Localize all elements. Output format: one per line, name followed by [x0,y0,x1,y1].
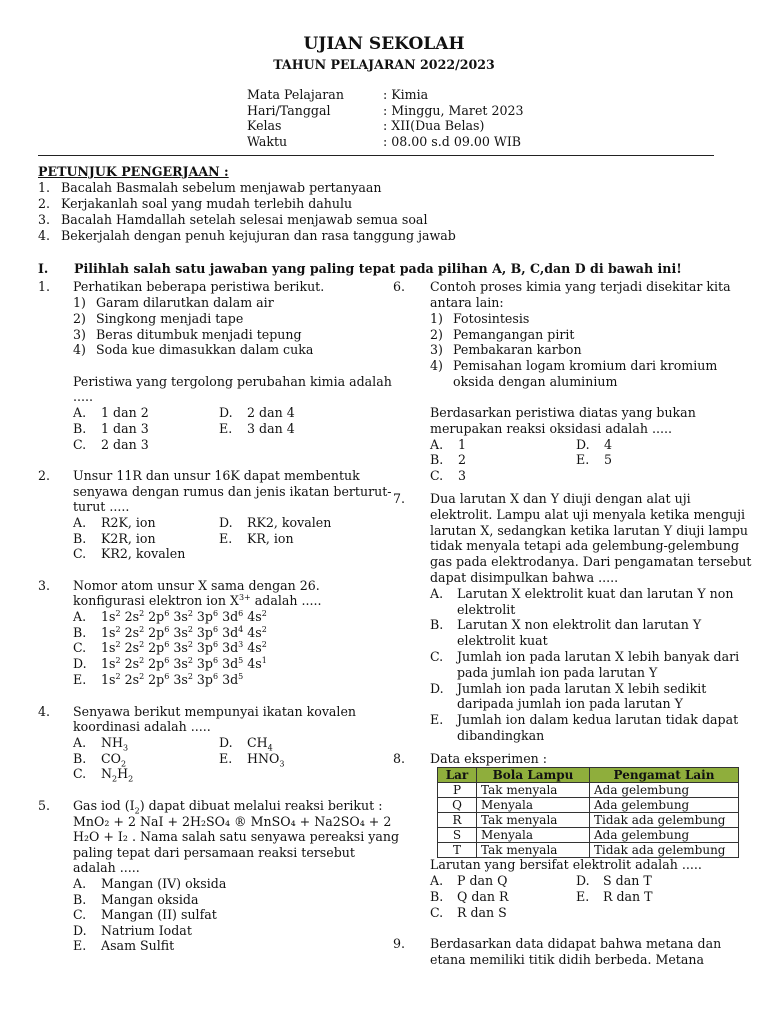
option-letter: A. [73,515,87,530]
answer-option-d[interactable]: Jumlah ion pada larutan X lebih sedikit [457,681,707,696]
question-stem: Perhatikan beberapa peristiwa berikut. [73,279,325,294]
question-stem: Nomor atom unsur X sama dengan 26. [73,578,320,593]
question-number: 9. [393,936,406,951]
option-letter: E. [73,938,87,953]
answer-option-a[interactable]: R2K, ion [101,515,156,530]
list-item: Singkong menjadi tape [96,311,244,326]
option-letter: B. [73,625,87,640]
list-item: Bacalah Basmalah sebelum menjawab pertanyaan [61,180,382,195]
experiment-table [437,767,739,858]
option-letter: B. [430,617,444,632]
list-item: Garam dilarutkan dalam air [96,295,274,310]
option-letter: A. [73,609,87,624]
column-header: Lar [438,768,477,783]
option-letter: B. [73,421,87,436]
question-stem: koordinasi adalah ..... [73,719,211,734]
table-cell: Tak menyala [477,813,590,828]
exam-subtitle: TAHUN PELAJARAN 2022/2023 [273,57,495,72]
question-stem: Gas iod $(I_2)$ dapat dibuat melalui reaksi berikut : [73,798,383,816]
question-prompt: merupakan reaksi oksidasi adalah ..... [430,421,672,436]
list-item-number: 3. [38,212,51,227]
list-item-number: 1) [430,311,443,326]
option-letter: E. [430,712,444,727]
question-stem: antara lain: [430,295,504,310]
table-cell: Tak menyala [477,843,590,858]
list-item-number: 1) [73,295,86,310]
info-label: Hari/Tanggal [247,103,331,118]
table-cell: Menyala [477,828,590,843]
info-label: Kelas [247,118,282,133]
list-item-number: 3) [73,327,86,342]
option-letter: A. [73,735,87,750]
question-stem: adalah ..... [73,860,140,875]
column-header: Bola Lampu [477,768,590,783]
question-number: 3. [38,578,51,593]
question-stem: Dua larutan X dan Y diuji dengan alat uji [430,491,691,506]
option-letter: C. [73,766,87,781]
column-header: Pengamat Lain [590,768,739,783]
list-item: Fotosintesis [453,311,530,326]
question-stem: paling tepat dari persamaan reaksi tersebut [73,845,355,860]
list-item-number: 4. [38,228,51,243]
reaction-equation: MnO₂ + 2 NaI + 2H₂SO₄ ® MnSO₄ + Na2SO₄ + 2 [73,814,392,829]
table-cell: P [438,783,477,798]
table-row [438,813,739,828]
info-label: Mata Pelajaran [247,87,344,102]
info-value: : XII(Dua Belas) [383,118,485,133]
answer-option-d[interactable]: Natrium Iodat [101,923,192,938]
table-row [438,783,739,798]
option-letter: D. [576,437,590,452]
option-letter: E. [219,751,233,766]
list-item: Soda kue dimasukkan dalam cuka [96,342,314,357]
question-stem: elektrolit. Lampu alat uji menyala ketika menguji [430,507,746,522]
question-stem: Berdasarkan data didapat bahwa metana dan [430,936,722,951]
list-item: Bacalah Hamdallah setelah selesai menjawab semua soal [61,212,428,227]
list-item-number: 4) [430,358,443,373]
list-item-number: 1. [38,180,51,195]
option-letter: A. [430,437,444,452]
answer-option-d[interactable]: S dan T [603,873,652,888]
option-letter: E. [219,421,233,436]
answer-option-e[interactable]: 3 dan 4 [247,421,295,436]
question-stem: gas pada elektrodanya. Dari pengamatan tersebut [430,554,752,569]
option-letter: B. [73,751,87,766]
answer-option-b[interactable]: $1s^2$ $2s^2$ $2p^6$ $3s^2$ $3p^6$ $3d^4$ $4s^2$ [101,624,267,640]
answer-option-b[interactable]: Mangan oksida [101,892,199,907]
answer-option-c[interactable]: $N_2H_2$ [101,766,134,784]
question-stem: konfigurasi elektron ion $X^{3+}$ adalah ..... [73,592,322,608]
question-stem: turut ..... [73,499,130,514]
question-stem: larutan X, sedangkan ketika larutan Y diuji lampu [430,523,749,538]
option-letter: D. [73,656,87,671]
answer-option-c[interactable]: Jumlah ion pada larutan X lebih banyak dari [457,649,740,664]
question-prompt: Berdasarkan peristiwa diatas yang bukan [430,405,696,420]
answer-option-e[interactable]: 5 [604,452,613,467]
answer-option-d[interactable]: $CH_4$ [247,735,273,753]
answer-option-e[interactable]: R dan T [603,889,653,904]
list-item: Beras ditumbuk menjadi tepung [96,327,302,342]
question-stem: Data eksperimen : [430,751,548,766]
option-letter: C. [73,640,87,655]
list-item-number: 2) [430,327,443,342]
table-row [438,798,739,813]
info-value: : Minggu, Maret 2023 [383,103,524,118]
option-letter: A. [430,586,444,601]
answer-option-a-cont[interactable]: elektrolit [457,602,516,617]
list-item: oksida dengan aluminium [453,374,618,389]
table-row [438,828,739,843]
list-item-number: 2) [73,311,86,326]
option-letter: A. [73,405,87,420]
answer-option-e-cont[interactable]: dibandingkan [457,728,545,743]
answer-option-a[interactable]: 1 [458,437,467,452]
option-letter: C. [430,905,444,920]
table-header-row [438,768,739,783]
question-prompt: Larutan yang bersifat elektrolit adalah ..... [430,857,702,872]
answer-option-d[interactable]: RK2, kovalen [247,515,332,530]
answer-option-b[interactable]: Larutan X non elektrolit dan larutan Y [457,617,702,632]
table-cell: Tidak ada gelembung [590,813,739,828]
info-value: : Kimia [383,87,429,102]
section-number: I. [38,261,49,276]
answer-option-e[interactable]: KR, ion [247,531,294,546]
info-value: : 08.00 s.d 09.00 WIB [383,134,522,149]
question-stem: Senyawa berikut mempunyai ikatan kovalen [73,704,357,719]
option-letter: D. [219,735,233,750]
answer-option-e[interactable]: $HNO_3$ [247,751,285,769]
answer-option-a[interactable]: $NH_3$ [101,735,129,753]
answer-option-c[interactable]: $1s^2$ $2s^2$ $2p^6$ $3s^2$ $3p^6$ $3d^3$ $4s^2$ [101,639,267,655]
list-item: Pemisahan logam kromium dari kromium [453,358,718,373]
answer-option-c[interactable]: 2 dan 3 [101,437,149,452]
table-cell: Ada gelembung [590,798,739,813]
answer-option-e[interactable]: Asam Sulfit [101,938,175,953]
option-letter: E. [576,452,590,467]
answer-option-a[interactable]: $1s^2$ $2s^2$ $2p^6$ $3s^2$ $3p^6$ $3d^6$ $4s^2$ [101,608,267,624]
answer-option-c-cont[interactable]: pada jumlah ion pada larutan Y [457,665,658,680]
option-letter: D. [219,515,233,530]
answer-option-b[interactable]: K2R, ion [101,531,156,546]
answer-option-b-cont[interactable]: elektrolit kuat [457,633,548,648]
list-item: Pemangangan pirit [453,327,575,342]
table-cell: Tidak ada gelembung [590,843,739,858]
exam-title: UJIAN SEKOLAH [303,34,465,54]
question-stem: Unsur 11R dan unsur 16K dapat membentuk [73,468,360,483]
answer-option-c[interactable]: KR2, kovalen [101,546,186,561]
option-letter: A. [430,873,444,888]
question-prompt: ..... [73,389,94,404]
answer-option-d[interactable]: 4 [604,437,613,452]
answer-option-a[interactable]: Mangan (IV) oksida [101,876,227,891]
answer-option-a[interactable]: Larutan X elektrolit kuat dan larutan Y non [457,586,734,601]
header-divider [38,155,714,156]
list-item-number: 2. [38,196,51,211]
option-letter: C. [73,546,87,561]
option-letter: A. [73,876,87,891]
table-cell: Ada gelembung [590,828,739,843]
table-cell: Q [438,798,477,813]
question-number: 7. [393,491,406,506]
answer-option-e[interactable]: Jumlah ion dalam kedua larutan tidak dapat [457,712,739,727]
instructions-heading: PETUNJUK PENGERJAAN : [38,164,229,179]
question-number: 6. [393,279,406,294]
question-number: 5. [38,798,51,813]
option-letter: D. [219,405,233,420]
question-number: 8. [393,751,406,766]
list-item-number: 4) [73,342,86,357]
list-item: Kerjakanlah soal yang mudah terlebih dahulu [61,196,353,211]
option-letter: B. [430,452,444,467]
answer-option-a[interactable]: 1 dan 2 [101,405,149,420]
option-letter: C. [430,468,444,483]
question-prompt: Peristiwa yang tergolong perubahan kimia adalah [73,374,392,389]
answer-option-c[interactable]: R dan S [457,905,507,920]
answer-option-c[interactable]: Mangan (II) sulfat [101,907,217,922]
table-cell: Menyala [477,798,590,813]
option-letter: E. [219,531,233,546]
table-cell: R [438,813,477,828]
list-item: Pembakaran karbon [453,342,582,357]
option-letter: C. [73,907,87,922]
table-cell: T [438,843,477,858]
section-instruction: Pilihlah salah satu jawaban yang paling tepat pada pilihan A, B, C,dan D di bawah ini! [74,261,682,276]
option-letter: E. [73,672,87,687]
table-cell: Tak menyala [477,783,590,798]
answer-option-d[interactable]: $1s^2$ $2s^2$ $2p^6$ $3s^2$ $3p^6$ $3d^5$ $4s^1$ [101,655,267,671]
option-letter: B. [430,889,444,904]
option-letter: C. [73,437,87,452]
table-row [438,843,739,858]
option-letter: D. [576,873,590,888]
option-letter: D. [430,681,444,696]
question-stem: H₂O + I₂ . Nama salah satu senyawa pereaksi yang [73,829,400,844]
option-letter: B. [73,531,87,546]
option-letter: E. [576,889,590,904]
answer-option-d[interactable]: 2 dan 4 [247,405,295,420]
option-letter: B. [73,892,87,907]
question-stem: Contoh proses kimia yang terjadi disekitar kita [430,279,731,294]
answer-option-c[interactable]: 3 [458,468,467,483]
question-stem: tidak menyala tetapi ada gelembung-gelembung [430,538,740,553]
answer-option-e[interactable]: $1s^2$ $2s^2$ $2p^6$ $3s^2$ $3p^6$ $3d^5$ [101,671,244,687]
answer-option-b[interactable]: 2 [458,452,467,467]
question-stem: etana memiliki titik didih berbeda. Metana [430,952,704,967]
option-letter: D. [73,923,87,938]
question-stem: senyawa dengan rumus dan jenis ikatan berturut- [73,484,392,499]
question-number: 1. [38,279,51,294]
list-item: Bekerjalah dengan penuh kejujuran dan rasa tanggung jawab [61,228,456,243]
info-label: Waktu [247,134,288,149]
table-cell: S [438,828,477,843]
answer-option-d-cont[interactable]: daripada jumlah ion pada larutan Y [457,696,683,711]
answer-option-a[interactable]: P dan Q [457,873,508,888]
question-number: 4. [38,704,51,719]
answer-option-b[interactable]: $CO_2$ [101,751,127,769]
question-stem: dapat disimpulkan bahwa ..... [430,570,619,585]
answer-option-b[interactable]: Q dan R [457,889,509,904]
option-letter: C. [430,649,444,664]
table-cell: Ada gelembung [590,783,739,798]
list-item-number: 3) [430,342,443,357]
question-number: 2. [38,468,51,483]
answer-option-b[interactable]: 1 dan 3 [101,421,149,436]
